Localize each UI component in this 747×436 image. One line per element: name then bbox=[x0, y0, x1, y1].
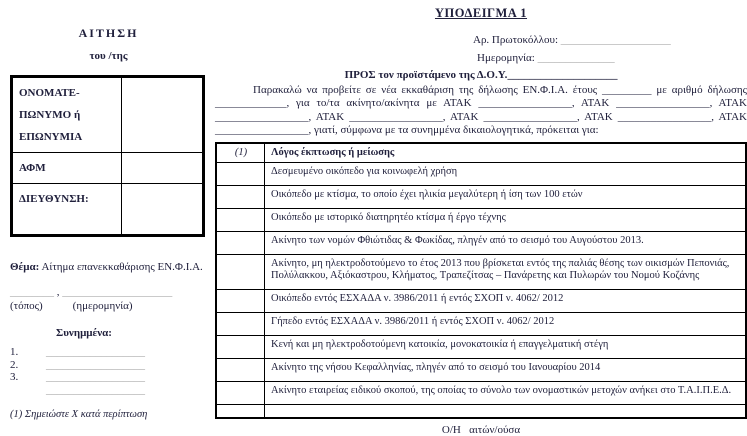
document-template-title-text: ΥΠΟΔΕΙΓΜΑ 1 bbox=[434, 6, 528, 20]
place-blank[interactable]: ________ bbox=[10, 286, 54, 298]
place-date-separator: , bbox=[54, 286, 63, 298]
table-row-empty bbox=[216, 404, 746, 418]
table-row bbox=[216, 185, 746, 208]
table-row bbox=[216, 289, 746, 312]
check-cell[interactable] bbox=[216, 404, 265, 418]
check-cell[interactable] bbox=[216, 185, 265, 208]
attachment-item bbox=[10, 346, 207, 359]
reason-text: Ακίνητο εταιρείας ειδικού σκοπού, της οποίας το σύνολο των ονομαστικών μετοχών ανήκει στο Τ.Α.Ι.Π.Ε.Δ. bbox=[265, 381, 747, 404]
reason-text: Γήπεδο εντός ΕΣΧΑΔΑ ν. 3986/2011 ή εντός ΣΧΟΠ ν. 4062/ 2012 bbox=[265, 312, 747, 335]
attachment-blank[interactable]: __________________ bbox=[46, 383, 145, 396]
table-row bbox=[216, 381, 746, 404]
attachment-item bbox=[10, 371, 207, 384]
applicant-section bbox=[10, 26, 207, 420]
attachment-number: 1. bbox=[10, 346, 19, 358]
table-row bbox=[12, 153, 204, 184]
document-template-title bbox=[215, 6, 747, 21]
check-cell[interactable] bbox=[216, 381, 265, 404]
attachment-number: 2. bbox=[10, 358, 19, 371]
table-row bbox=[216, 208, 746, 231]
table-row bbox=[216, 231, 746, 254]
table-row bbox=[216, 254, 746, 289]
attachment-item bbox=[10, 359, 207, 372]
reason-text: Δεσμευμένο οικόπεδο για κοινωφελή χρήση bbox=[265, 162, 747, 185]
check-cell[interactable] bbox=[216, 231, 265, 254]
reason-text: Κενή και μη ηλεκτροδοτούμενη κατοικία, μονοκατοικία ή επαγγελματική στέγη bbox=[265, 335, 747, 358]
table-header-row bbox=[216, 143, 746, 163]
attachments-list bbox=[10, 346, 207, 396]
subject-text: Αίτημα επανεκκαθάρισης ΕΝ.Φ.Ι.Α. bbox=[41, 261, 203, 273]
reason-text: Οικόπεδο με κτίσμα, το οποίο έχει ηλικία μεγαλύτερη ή ίση των 100 ετών bbox=[265, 185, 747, 208]
check-cell[interactable] bbox=[216, 162, 265, 185]
attachment-number: 3. bbox=[10, 371, 19, 383]
protocol-number-line bbox=[473, 34, 747, 46]
check-cell[interactable] bbox=[216, 208, 265, 231]
address-label: ΔΙΕΥΘΥΝΣΗ: bbox=[12, 184, 122, 236]
table-row bbox=[12, 77, 204, 153]
address-value-cell[interactable] bbox=[122, 184, 204, 236]
attachment-blank[interactable]: __________________ bbox=[46, 371, 145, 383]
addressee-line bbox=[215, 69, 747, 81]
attachment-item bbox=[10, 384, 207, 397]
table-row bbox=[216, 162, 746, 185]
addressee-label: ΠΡΟΣ τον προϊστάμενο της Δ.Ο.Υ. bbox=[344, 69, 508, 81]
place-date-labels bbox=[10, 300, 207, 312]
reason-text: Οικόπεδο εντός ΕΣΧΑΔΑ ν. 3986/2011 ή εντός ΣΧΟΠ ν. 4062/ 2012 bbox=[265, 289, 747, 312]
application-subtitle: του /της bbox=[89, 50, 128, 62]
afm-label: ΑΦΜ bbox=[12, 153, 122, 184]
reduction-reasons-table bbox=[215, 142, 747, 419]
date-line bbox=[477, 52, 747, 64]
attachment-blank[interactable]: __________________ bbox=[46, 358, 145, 371]
request-body-paragraph: Παρακαλώ να προβείτε σε νέα εκκαθάριση της δήλωσης ΕΝ.Φ.Ι.Α. έτους _________ με αριθμό δήλωσης _____________, για το/τα ακίνητο/ακίνητα με ΑΤΑΚ _________________, ΑΤΑΚ _________________, ΑΤΑΚ _________________, ΑΤΑΚ _________________, ΑΤΑΚ _________________, ΑΤΑΚ _________________, ΑΤΑΚ _________________, γιατί, σύμφωνα με τα συνημμένα δικαιολογητικά, πρόκειται για: bbox=[215, 84, 747, 137]
check-cell[interactable] bbox=[216, 289, 265, 312]
place-label: (τόπος) bbox=[10, 300, 43, 312]
addressee-blank[interactable]: ____________________ bbox=[507, 69, 618, 81]
date-line-label: Ημερομηνία: bbox=[477, 52, 535, 64]
date-line-blank[interactable]: ______________ bbox=[537, 52, 615, 64]
attachment-number bbox=[10, 384, 46, 397]
table-row bbox=[216, 358, 746, 381]
table-row bbox=[12, 184, 204, 236]
check-cell[interactable] bbox=[216, 335, 265, 358]
reason-text: Ακίνητο των νομών Φθιώτιδας & Φωκίδας, πληγέν από το σεισμό του Αυγούστου 2013. bbox=[265, 231, 747, 254]
place-date-line bbox=[10, 286, 207, 298]
reason-text bbox=[265, 404, 747, 418]
subject-line bbox=[10, 261, 207, 273]
reason-text: Ακίνητο, μη ηλεκτροδοτούμενο το έτος 2013 που βρίσκεται εντός της παλιάς θέσης των οικισμών Πεπονιάς, Πολύλακκου, Αξιόκαστρου, Κλήματος, Τραπεζίτσας – Πανάρετης και Πυλωρών του Νομού Κοζάνης bbox=[265, 254, 747, 289]
reason-column-header: Λόγος έκπτωσης ή μείωσης bbox=[265, 143, 747, 163]
table-row bbox=[216, 312, 746, 335]
applicant-signature-label: Ο/Η αιτών/ούσα bbox=[441, 423, 521, 436]
check-cell[interactable] bbox=[216, 312, 265, 335]
date-label: (ημερομηνία) bbox=[72, 300, 133, 312]
reason-text: Ακίνητο της νήσου Κεφαλληνίας, πληγέν από το σεισμό του Ιανουαρίου 2014 bbox=[265, 358, 747, 381]
application-title: ΑΙΤΗΣΗ bbox=[78, 26, 139, 40]
check-column-header: (1) bbox=[216, 143, 265, 163]
reason-text: Οικόπεδο με ιστορικό διατηρητέο κτίσμα ή έργο τέχνης bbox=[265, 208, 747, 231]
attachments-title: Συνημμένα: bbox=[56, 327, 112, 339]
check-cell[interactable] bbox=[216, 254, 265, 289]
request-section bbox=[215, 6, 747, 436]
check-cell[interactable] bbox=[216, 358, 265, 381]
protocol-number-label: Αρ. Πρωτοκόλλου: bbox=[473, 34, 558, 46]
subject-label: Θέμα: bbox=[10, 261, 40, 273]
attachment-blank[interactable]: __________________ bbox=[46, 346, 145, 358]
fullname-value-cell[interactable] bbox=[122, 77, 204, 153]
afm-value-cell[interactable] bbox=[122, 153, 204, 184]
fullname-label: ΟΝΟΜΑΤΕ-ΠΩΝΥΜΟ ή ΕΠΩΝΥΜΙΑ bbox=[12, 77, 122, 153]
protocol-number-blank[interactable]: ____________________ bbox=[560, 34, 671, 46]
date-blank[interactable]: ____________________ bbox=[62, 286, 173, 298]
table-row bbox=[216, 335, 746, 358]
footnote-mark-x: (1) Σημειώστε Χ κατά περίπτωση bbox=[10, 409, 148, 420]
applicant-details-table bbox=[10, 75, 205, 237]
